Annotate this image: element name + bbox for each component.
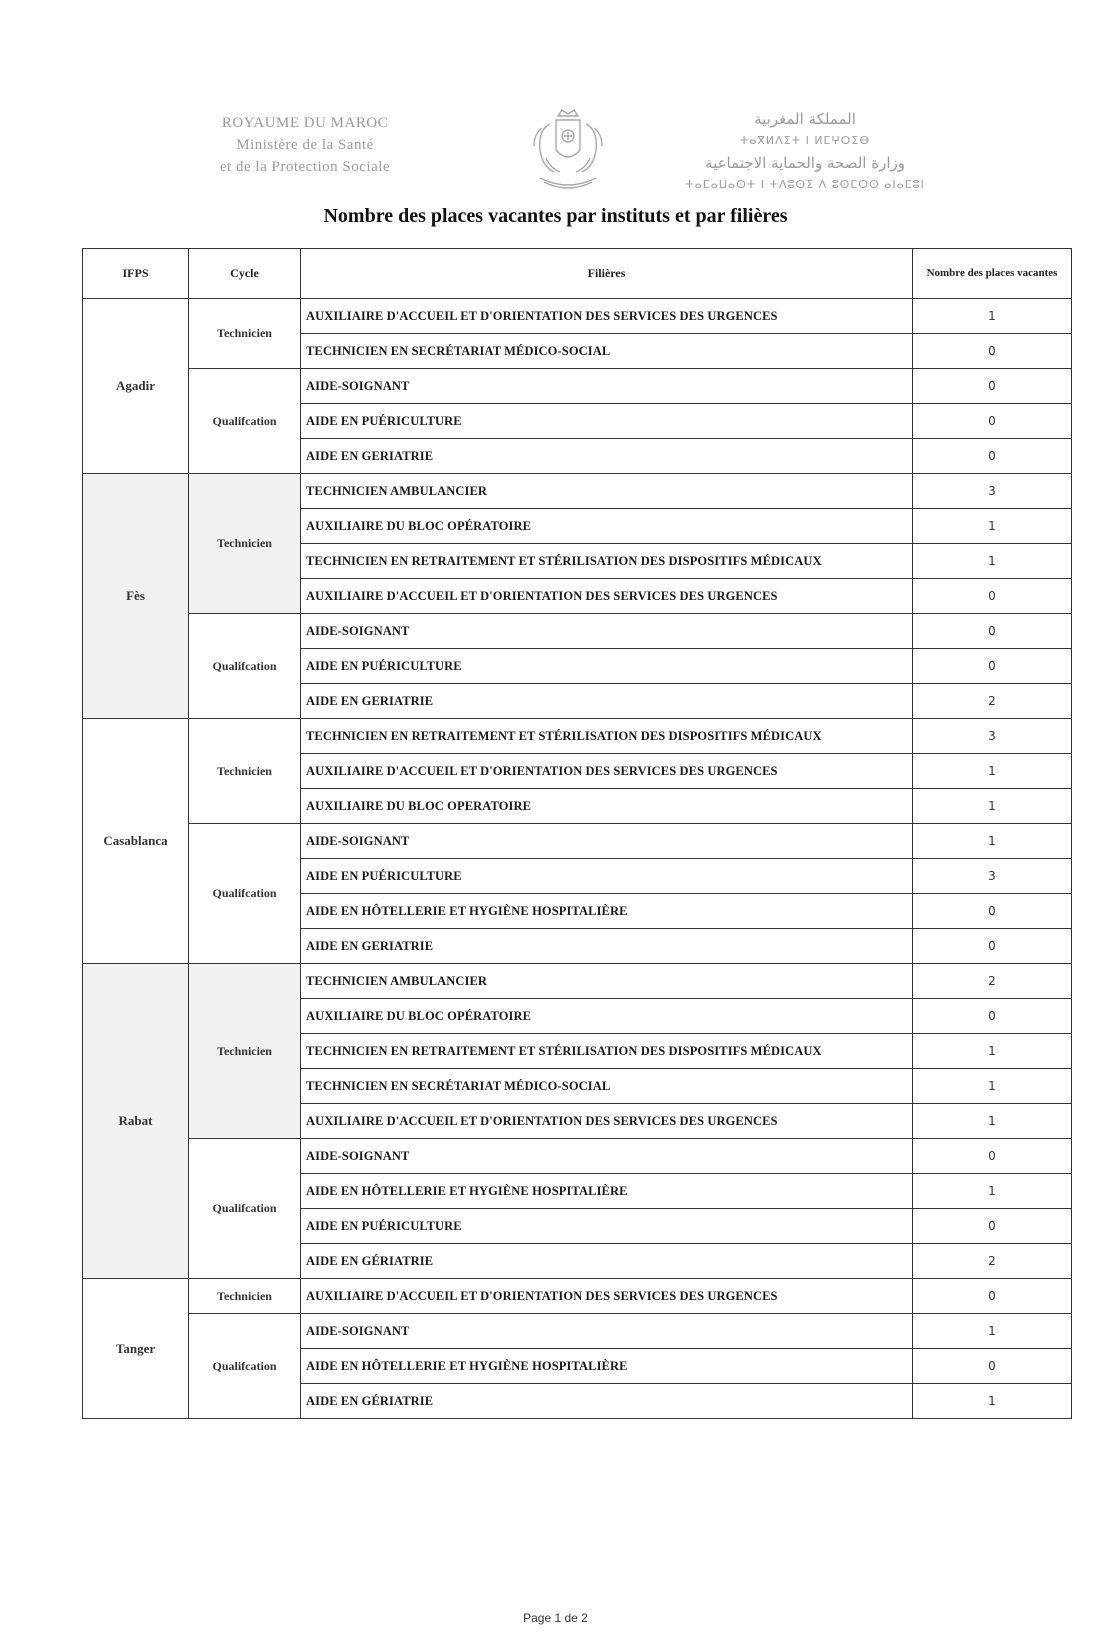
cycle-cell: Qualifcation [189, 1139, 301, 1279]
ifps-cell: Casablanca [83, 719, 189, 964]
filiere-cell: AUXILIAIRE D'ACCUEIL ET D'ORIENTATION DES SERVICES DES URGENCES [301, 579, 913, 614]
vacancies-table [82, 248, 1072, 1419]
cycle-cell: Qualifcation [189, 1314, 301, 1419]
places-cell: 0 [913, 369, 1072, 404]
filiere-cell: AUXILIAIRE DU BLOC OPERATOIRE [301, 789, 913, 824]
page-number: Page 1 de 2 [523, 1611, 588, 1625]
cycle-cell: Qualifcation [189, 824, 301, 964]
table-row [83, 474, 1072, 509]
filiere-cell: AUXILIAIRE DU BLOC OPÉRATOIRE [301, 999, 913, 1034]
ifps-cell: Fès [83, 474, 189, 719]
places-cell: 2 [913, 1244, 1072, 1279]
places-cell: 0 [913, 1279, 1072, 1314]
header-ar-line: وزارة الصحة والحماية الاجتماعية [705, 154, 905, 172]
filiere-cell: AIDE EN PUÉRICULTURE [301, 649, 913, 684]
places-cell: 1 [913, 1384, 1072, 1419]
table-row [83, 369, 1072, 404]
table-body [83, 299, 1072, 1419]
places-cell: 1 [913, 544, 1072, 579]
filiere-cell: TECHNICIEN EN SECRÉTARIAT MÉDICO-SOCIAL [301, 1069, 913, 1104]
header-arabic [650, 108, 960, 196]
filiere-cell: TECHNICIEN AMBULANCIER [301, 474, 913, 509]
table-row [83, 614, 1072, 649]
table-row [83, 299, 1072, 334]
places-cell: 0 [913, 404, 1072, 439]
filiere-cell: AIDE-SOIGNANT [301, 824, 913, 859]
ifps-cell: Tanger [83, 1279, 189, 1419]
cycle-cell: Technicien [189, 1279, 301, 1314]
places-cell: 0 [913, 579, 1072, 614]
header-ifps: IFPS [83, 249, 189, 299]
places-cell: 0 [913, 614, 1072, 649]
header-places: Nombre des places vacantes [913, 249, 1072, 299]
filiere-cell: AIDE EN GERIATRIE [301, 439, 913, 474]
table-row [83, 1279, 1072, 1314]
filiere-cell: TECHNICIEN EN RETRAITEMENT ET STÉRILISATION DES DISPOSITIFS MÉDICAUX [301, 544, 913, 579]
filiere-cell: AUXILIAIRE D'ACCUEIL ET D'ORIENTATION DES SERVICES DES URGENCES [301, 1104, 913, 1139]
header-fr-line: ROYAUME DU MAROC [221, 115, 389, 131]
places-cell: 1 [913, 824, 1072, 859]
filiere-cell: AIDE EN PUÉRICULTURE [301, 1209, 913, 1244]
header-cycle: Cycle [189, 249, 301, 299]
filiere-cell: AUXILIAIRE D'ACCUEIL ET D'ORIENTATION DES SERVICES DES URGENCES [301, 299, 913, 334]
places-cell: 1 [913, 1174, 1072, 1209]
filiere-cell: AIDE-SOIGNANT [301, 614, 913, 649]
cycle-cell: Qualifcation [189, 369, 301, 474]
cycle-cell: Technicien [189, 299, 301, 369]
places-cell: 1 [913, 1104, 1072, 1139]
places-cell: 1 [913, 754, 1072, 789]
filiere-cell: AUXILIAIRE D'ACCUEIL ET D'ORIENTATION DES SERVICES DES URGENCES [301, 754, 913, 789]
places-cell: 3 [913, 859, 1072, 894]
table-row [83, 824, 1072, 859]
places-cell: 1 [913, 1034, 1072, 1069]
filiere-cell: AIDE EN HÔTELLERIE ET HYGIÈNE HOSPITALIÈRE [301, 1174, 913, 1209]
places-cell: 1 [913, 509, 1072, 544]
cycle-cell: Technicien [189, 964, 301, 1139]
places-cell: 2 [913, 964, 1072, 999]
places-cell: 0 [913, 439, 1072, 474]
filiere-cell: AUXILIAIRE D'ACCUEIL ET D'ORIENTATION DES SERVICES DES URGENCES [301, 1279, 913, 1314]
places-cell: 3 [913, 719, 1072, 754]
filiere-cell: TECHNICIEN EN SECRÉTARIAT MÉDICO-SOCIAL [301, 334, 913, 369]
header-french [170, 112, 440, 178]
table-row [83, 719, 1072, 754]
table-row [83, 1139, 1072, 1174]
header-tifinagh-line: ⵜⴰⵎⴰⵡⴰⵙⵜ ⵏ ⵜⴷⵓⵙⵉ ⴷ ⵓⵙⵎⵔⵙ ⴰⵏⴰⵎⵓⵏ [685, 178, 925, 191]
filiere-cell: AIDE EN PUÉRICULTURE [301, 859, 913, 894]
header-fr-line: Ministère de la Santé [236, 137, 374, 153]
places-cell: 1 [913, 789, 1072, 824]
places-cell: 1 [913, 299, 1072, 334]
filiere-cell: TECHNICIEN EN RETRAITEMENT ET STÉRILISATION DES DISPOSITIFS MÉDICAUX [301, 1034, 913, 1069]
table-row [83, 1314, 1072, 1349]
filiere-cell: AIDE EN GERIATRIE [301, 929, 913, 964]
filiere-cell: AIDE EN GERIATRIE [301, 684, 913, 719]
table-row [83, 964, 1072, 999]
places-cell: 0 [913, 649, 1072, 684]
header-tifinagh-line: ⵜⴰⴳⵍⴷⵉⵜ ⵏ ⵍⵎⵖⵔⵉⴱ [739, 134, 871, 147]
cycle-cell: Qualifcation [189, 614, 301, 719]
places-cell: 0 [913, 1209, 1072, 1244]
places-cell: 2 [913, 684, 1072, 719]
places-cell: 0 [913, 999, 1072, 1034]
places-cell: 0 [913, 1349, 1072, 1384]
places-cell: 3 [913, 474, 1072, 509]
filiere-cell: TECHNICIEN EN RETRAITEMENT ET STÉRILISATION DES DISPOSITIFS MÉDICAUX [301, 719, 913, 754]
header-ar-line: المملكة المغربية [754, 110, 856, 128]
filiere-cell: AIDE EN GÉRIATRIE [301, 1244, 913, 1279]
filiere-cell: AIDE EN HÔTELLERIE ET HYGIÈNE HOSPITALIÈRE [301, 1349, 913, 1384]
header-filieres: Filières [301, 249, 913, 299]
places-cell: 0 [913, 929, 1072, 964]
document-title: Nombre des places vacantes par instituts et par filières [323, 205, 788, 227]
cycle-cell: Technicien [189, 474, 301, 614]
ifps-cell: Agadir [83, 299, 189, 474]
filiere-cell: TECHNICIEN AMBULANCIER [301, 964, 913, 999]
ifps-cell: Rabat [83, 964, 189, 1279]
cycle-cell: Technicien [189, 719, 301, 824]
filiere-cell: AIDE-SOIGNANT [301, 1139, 913, 1174]
filiere-cell: AUXILIAIRE DU BLOC OPÉRATOIRE [301, 509, 913, 544]
places-cell: 1 [913, 1069, 1072, 1104]
places-cell: 0 [913, 894, 1072, 929]
coat-of-arms-icon [520, 106, 616, 194]
filiere-cell: AIDE-SOIGNANT [301, 1314, 913, 1349]
places-cell: 0 [913, 334, 1072, 369]
filiere-cell: AIDE EN GÉRIATRIE [301, 1384, 913, 1419]
filiere-cell: AIDE EN HÔTELLERIE ET HYGIÈNE HOSPITALIÈRE [301, 894, 913, 929]
places-cell: 0 [913, 1139, 1072, 1174]
header-fr-line: et de la Protection Sociale [219, 159, 391, 175]
filiere-cell: AIDE-SOIGNANT [301, 369, 913, 404]
table-header-row [83, 249, 1072, 299]
filiere-cell: AIDE EN PUÉRICULTURE [301, 404, 913, 439]
places-cell: 1 [913, 1314, 1072, 1349]
